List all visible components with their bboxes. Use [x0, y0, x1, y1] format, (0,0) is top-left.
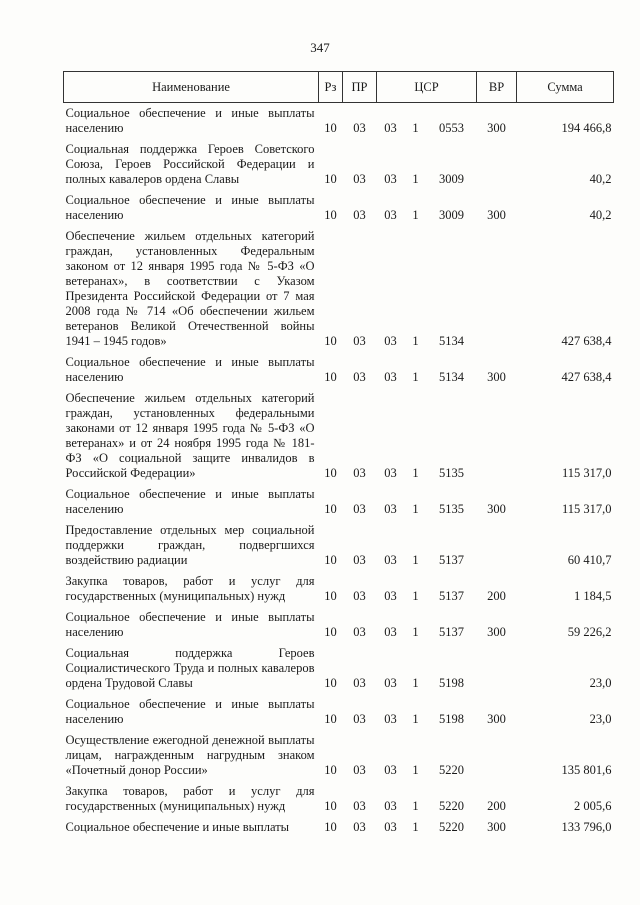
- row-csr-part-2: 1: [412, 712, 419, 726]
- row-pr: 03: [353, 589, 366, 603]
- row-csr-part-1: 03: [384, 820, 397, 834]
- row-csr-part-1: 03: [384, 676, 397, 690]
- row-pr: 03: [353, 553, 366, 567]
- row-rz: 10: [324, 589, 337, 603]
- row-name: Закупка товаров, работ и услуг для государственных (муниципальных) нужд: [65, 574, 315, 603]
- row-pr: 03: [353, 466, 366, 480]
- row-csr-part-3: 0553: [439, 121, 465, 135]
- row-vr: 300: [487, 502, 506, 516]
- row-rz: 10: [324, 763, 337, 777]
- table-row: [64, 520, 614, 571]
- row-rz: 10: [324, 676, 337, 690]
- budget-table: [63, 71, 614, 838]
- row-csr-part-2: 1: [412, 466, 419, 480]
- table-row: [64, 730, 614, 781]
- row-csr-part-1: 03: [384, 370, 397, 384]
- row-name: Осуществление ежегодной денежной выплаты лицам, награжденным нагрудным знаком «Почетный донор России»: [65, 733, 315, 777]
- row-csr-part-2: 1: [412, 763, 419, 777]
- row-pr: 03: [353, 625, 366, 639]
- table-row: [64, 643, 614, 694]
- row-csr-part-3: 5134: [439, 334, 465, 348]
- row-name: Социальное обеспечение и иные выплаты: [65, 820, 290, 834]
- row-pr: 03: [353, 121, 366, 135]
- row-rz: 10: [324, 172, 337, 186]
- table-row: [64, 781, 614, 817]
- row-name: Социальное обеспечение и иные выплаты населению: [65, 193, 315, 222]
- row-pr: 03: [353, 334, 366, 348]
- table-row: [64, 694, 614, 730]
- row-csr-part-2: 1: [412, 370, 419, 384]
- row-sum: 40,2: [589, 208, 612, 222]
- row-pr: 03: [353, 502, 366, 516]
- row-pr: 03: [353, 799, 366, 813]
- row-csr-part-3: 5220: [439, 763, 465, 777]
- row-csr-part-3: 5220: [439, 820, 465, 834]
- table-row: [64, 388, 614, 484]
- row-csr-part-2: 1: [412, 502, 419, 516]
- table-row: [64, 103, 614, 140]
- row-sum: 1 184,5: [574, 589, 612, 603]
- row-sum: 23,0: [589, 712, 612, 726]
- row-name: Социальное обеспечение и иные выплаты населению: [65, 106, 315, 135]
- row-rz: 10: [324, 334, 337, 348]
- row-name: Социальное обеспечение и иные выплаты населению: [65, 355, 315, 384]
- row-sum: 2 005,6: [574, 799, 612, 813]
- row-pr: 03: [353, 208, 366, 222]
- table-row: [64, 352, 614, 388]
- row-pr: 03: [353, 676, 366, 690]
- row-name: Социальная поддержка Героев Советского Союза, Героев Российской Федерации и полных кавалеров ордена Славы: [65, 142, 315, 186]
- row-csr-part-2: 1: [412, 589, 419, 603]
- row-rz: 10: [324, 502, 337, 516]
- row-csr-part-3: 5137: [439, 589, 465, 603]
- row-rz: 10: [324, 208, 337, 222]
- row-csr-part-1: 03: [384, 712, 397, 726]
- row-vr: 300: [487, 121, 506, 135]
- row-name: Обеспечение жильем отдельных категорий граждан, установленных федеральными законами от 12 января 1995 года № 5-ФЗ «О ветеранах» и от 24 ноября 1995 года № 181-ФЗ «О социальной защите инвалидов в Российской Федерации»: [65, 391, 315, 480]
- table-row: [64, 190, 614, 226]
- row-vr: [477, 730, 517, 781]
- row-csr-part-3: 5135: [439, 466, 465, 480]
- row-vr: 300: [487, 208, 506, 222]
- row-csr-part-1: 03: [384, 553, 397, 567]
- row-sum: 133 796,0: [561, 820, 612, 834]
- row-name: Социальная поддержка Героев Социалистического Труда и полных кавалеров ордена Трудовой Славы: [65, 646, 315, 690]
- row-rz: 10: [324, 553, 337, 567]
- row-pr: 03: [353, 820, 366, 834]
- row-rz: 10: [324, 799, 337, 813]
- table-row: [64, 484, 614, 520]
- row-csr-part-2: 1: [412, 799, 419, 813]
- row-csr-part-1: 03: [384, 334, 397, 348]
- row-csr-part-1: 03: [384, 172, 397, 186]
- table-row: [64, 139, 614, 190]
- row-rz: 10: [324, 820, 337, 834]
- row-csr-part-1: 03: [384, 589, 397, 603]
- table-row: [64, 607, 614, 643]
- row-csr-part-3: 5135: [439, 502, 465, 516]
- table-row: [64, 817, 614, 838]
- row-pr: 03: [353, 712, 366, 726]
- row-csr-part-3: 5198: [439, 676, 465, 690]
- row-sum: 115 317,0: [561, 502, 612, 516]
- row-csr-part-3: 3009: [439, 172, 465, 186]
- row-rz: 10: [324, 712, 337, 726]
- row-rz: 10: [324, 466, 337, 480]
- table-row: [64, 571, 614, 607]
- header-pr: ПР: [343, 72, 377, 103]
- row-sum: 135 801,6: [561, 763, 612, 777]
- row-csr-part-3: 3009: [439, 208, 465, 222]
- row-name: Закупка товаров, работ и услуг для государственных (муниципальных) нужд: [65, 784, 315, 813]
- table-body: [64, 103, 614, 839]
- row-vr: 200: [487, 799, 506, 813]
- row-name: Предоставление отдельных мер социальной поддержки граждан, подвергшихся воздействию радиации: [65, 523, 315, 567]
- row-csr-part-1: 03: [384, 502, 397, 516]
- row-pr: 03: [353, 172, 366, 186]
- row-vr: 300: [487, 712, 506, 726]
- row-vr: 300: [487, 820, 506, 834]
- row-vr: [477, 388, 517, 484]
- row-vr: 300: [487, 370, 506, 384]
- row-vr: [477, 643, 517, 694]
- row-csr-part-2: 1: [412, 820, 419, 834]
- row-csr-part-2: 1: [412, 676, 419, 690]
- row-name: Обеспечение жильем отдельных категорий граждан, установленных Федеральным законом от 12 января 1995 года № 5-ФЗ «О ветеранах», в соответствии с Указом Президента Российской Федерации от 7 мая 2008 года № 714 «Об обеспечении жильем ветеранов Великой Отечественной войны 1941 – 1945 годов»: [65, 229, 315, 348]
- row-csr-part-2: 1: [412, 172, 419, 186]
- row-sum: 40,2: [589, 172, 612, 186]
- row-csr-part-3: 5220: [439, 799, 465, 813]
- row-pr: 03: [353, 370, 366, 384]
- table-row: [64, 226, 614, 352]
- row-csr-part-2: 1: [412, 121, 419, 135]
- header-name: Наименование: [64, 72, 319, 103]
- row-rz: 10: [324, 625, 337, 639]
- row-csr-part-1: 03: [384, 763, 397, 777]
- row-csr-part-2: 1: [412, 553, 419, 567]
- row-name: Социальное обеспечение и иные выплаты населению: [65, 697, 315, 726]
- row-vr: [477, 226, 517, 352]
- row-csr-part-2: 1: [412, 625, 419, 639]
- page-number: 347: [310, 40, 330, 55]
- row-vr: 300: [487, 625, 506, 639]
- row-sum: 59 226,2: [567, 625, 612, 639]
- row-csr-part-2: 1: [412, 208, 419, 222]
- header-vr: ВР: [477, 72, 517, 103]
- table-header-row: [64, 72, 614, 103]
- row-sum: 23,0: [589, 676, 612, 690]
- row-csr-part-1: 03: [384, 121, 397, 135]
- row-csr-part-3: 5198: [439, 712, 465, 726]
- row-vr: [477, 520, 517, 571]
- row-csr-part-1: 03: [384, 208, 397, 222]
- row-vr: [477, 139, 517, 190]
- row-rz: 10: [324, 370, 337, 384]
- row-csr-part-3: 5137: [439, 553, 465, 567]
- row-rz: 10: [324, 121, 337, 135]
- header-sum: Сумма: [517, 72, 614, 103]
- row-csr-part-1: 03: [384, 466, 397, 480]
- row-vr: 200: [487, 589, 506, 603]
- header-rz: Рз: [319, 72, 343, 103]
- row-pr: 03: [353, 763, 366, 777]
- row-sum: 194 466,8: [561, 121, 612, 135]
- row-sum: 115 317,0: [561, 466, 612, 480]
- row-name: Социальное обеспечение и иные выплаты населению: [65, 487, 315, 516]
- row-csr-part-3: 5134: [439, 370, 465, 384]
- row-sum: 427 638,4: [561, 334, 612, 348]
- row-sum: 60 410,7: [567, 553, 612, 567]
- row-csr-part-1: 03: [384, 799, 397, 813]
- row-name: Социальное обеспечение и иные выплаты населению: [65, 610, 315, 639]
- row-csr-part-3: 5137: [439, 625, 465, 639]
- row-csr-part-1: 03: [384, 625, 397, 639]
- row-sum: 427 638,4: [561, 370, 612, 384]
- header-csr: ЦСР: [377, 72, 477, 103]
- row-csr-part-2: 1: [412, 334, 419, 348]
